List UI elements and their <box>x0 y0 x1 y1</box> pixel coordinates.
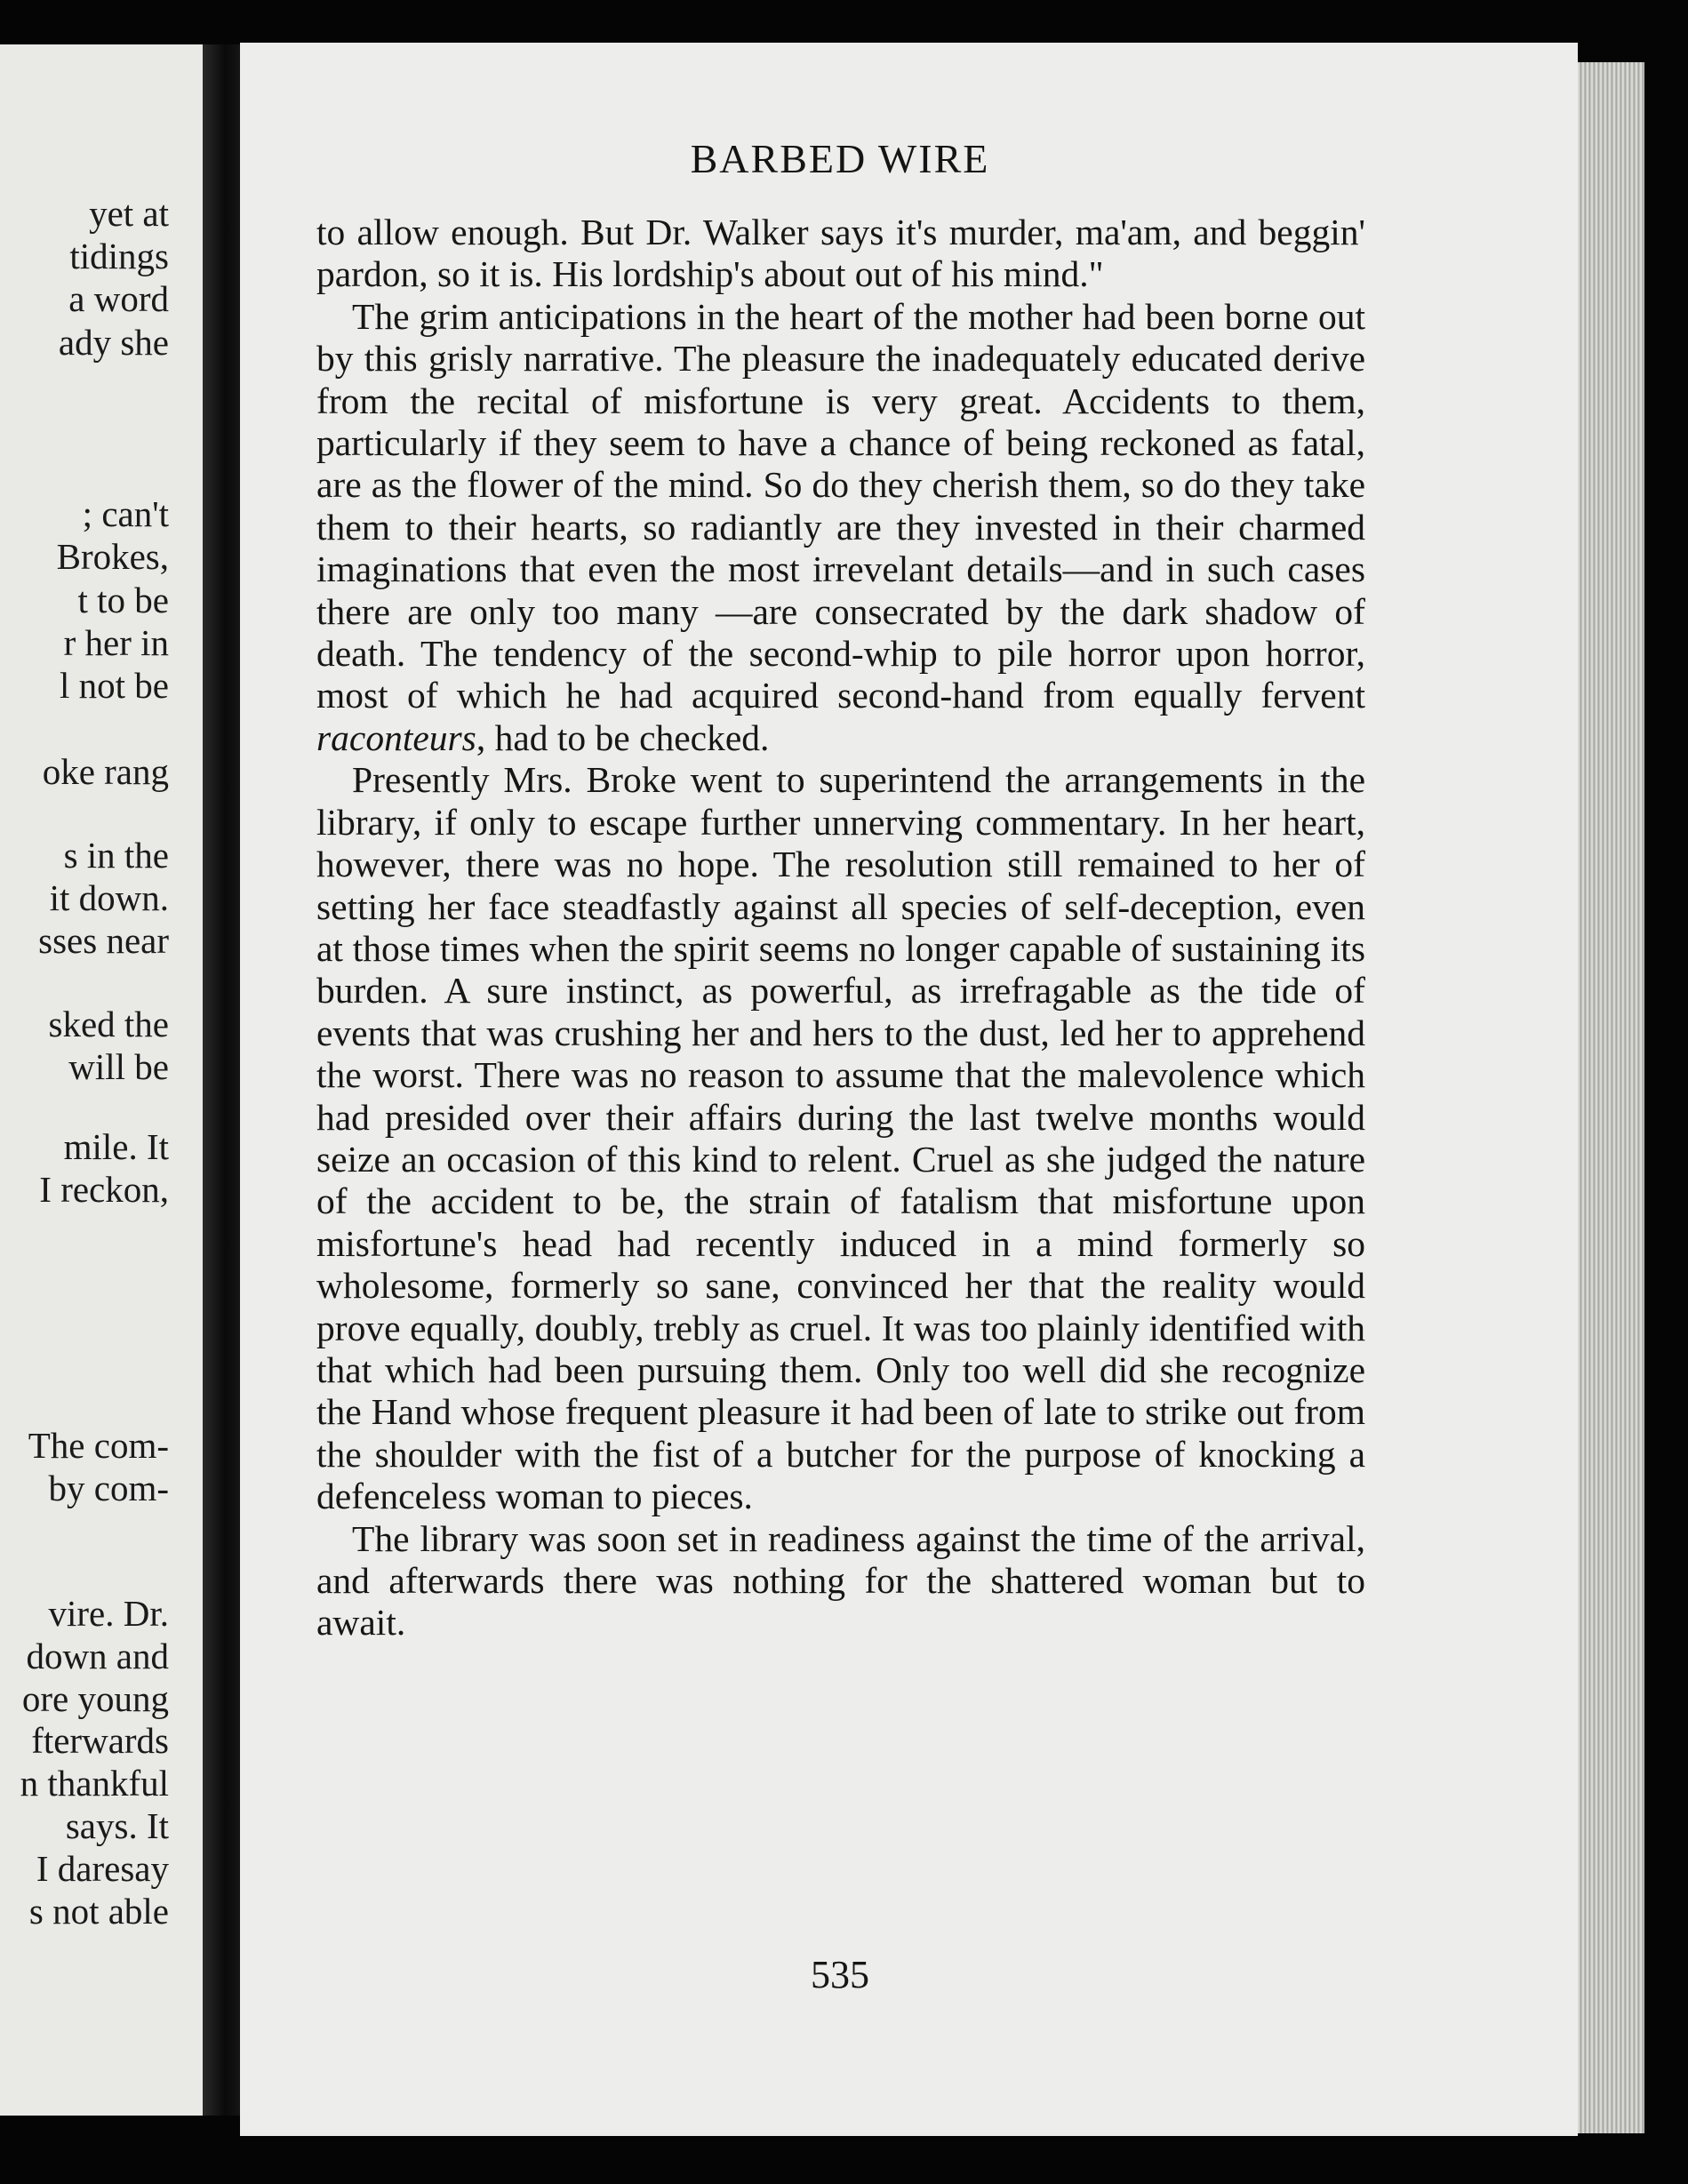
paragraph-2-text: The grim anticipations in the heart of the mother had been borne out by this grisly narrative. The pleasure the inadequately educated derive from the recital of misfortune is very great. Accidents to them, particularly if they seem to have a chance of being reckoned as fatal, are as the flower of the mind. So do they cherish them, so do they take them to their hearts, so radiantly are they invested in their charmed imaginations that even the most irrevelant details—and in such cases there are only too many —are consecrated by the dark shadow of death. The tendency of the second-whip to pile horror upon horror, most of which he had acquired second-hand from equally fervent <box>316 295 1365 716</box>
previous-page-fragment <box>0 44 203 2116</box>
running-head: BARBED WIRE <box>690 136 990 181</box>
previous-page-line: The com- <box>28 1425 169 1466</box>
previous-page-line: vire. Dr. <box>48 1593 169 1634</box>
previous-page-line: fterwards <box>31 1720 169 1761</box>
previous-page-line: by com- <box>48 1468 169 1508</box>
paragraph-2 <box>316 296 1365 759</box>
previous-page-line: t to be <box>77 580 169 620</box>
previous-page-line: yet at <box>89 193 169 234</box>
previous-page-line: it down. <box>49 877 169 918</box>
previous-page-line: says. It <box>65 1805 169 1846</box>
paragraph-1: to allow enough. But Dr. Walker says it's murder, ma'am, and beggin' pardon, so it is. His lordship's about out of his mind." <box>316 212 1365 295</box>
book-gutter <box>203 44 240 2116</box>
previous-page-line: oke rang <box>42 751 169 792</box>
previous-page-line: l not be <box>60 665 169 706</box>
previous-page-line: r her in <box>63 622 169 663</box>
previous-page-line: I reckon, <box>39 1169 169 1210</box>
previous-page-line: sses near <box>38 920 169 961</box>
page-body <box>316 212 1365 1644</box>
italic-term: raconteurs <box>316 716 476 758</box>
page-number: 535 <box>811 1953 869 1996</box>
previous-page-line: a word <box>68 278 169 319</box>
previous-page-line: I daresay <box>36 1848 169 1889</box>
previous-page-line: ady she <box>58 322 169 363</box>
previous-page-line: n thankful <box>20 1763 169 1804</box>
paragraph-4: The library was soon set in readiness against the time of the arrival, and afterwards there was nothing for the shattered woman but to await. <box>316 1517 1365 1644</box>
previous-page-line: Brokes, <box>56 536 169 577</box>
previous-page-line: will be <box>68 1046 169 1087</box>
previous-page-line: sked the <box>48 1004 169 1044</box>
page-edges <box>1578 62 1644 2133</box>
previous-page-line: down and <box>26 1636 169 1676</box>
previous-page-line: s not able <box>28 1891 169 1932</box>
previous-page-line: tidings <box>69 236 169 276</box>
paragraph-2-end: , had to be checked. <box>476 716 770 758</box>
paragraph-3: Presently Mrs. Broke went to superintend the arrangements in the library, if only to escape further unnerving commentary. In her heart, however, there was no hope. The resolution still remained to her of setting her face steadfastly against all species of self-deception, even at those times when the spirit seems no longer capable of sustaining its burden. A sure instinct, as powerful, as irrefragable as the tide of events that was crushing her and hers to the dust, led her to apprehend the worst. There was no reason to assume that the malevolence which had presided over their affairs during the last twelve months would seize an occasion of this kind to relent. Cruel as she judged the nature of the accident to be, the strain of fatalism that misfortune upon misfortune's head had recently induced in a mind formerly so wholesome, formerly so sane, convinced her that the reality would prove equally, doubly, trebly as cruel. It was too plainly identified with that which had been pursuing them. Only too well did she recognize the Hand whose frequent pleasure it had been of late to strike out from the shoulder with the fist of a butcher for the purpose of knocking a defenceless woman to pieces. <box>316 759 1365 1517</box>
previous-page-line: ore young <box>21 1678 169 1719</box>
previous-page-line: mile. It <box>63 1126 169 1167</box>
previous-page-line: s in the <box>63 835 169 876</box>
previous-page-line: ; can't <box>82 493 169 534</box>
